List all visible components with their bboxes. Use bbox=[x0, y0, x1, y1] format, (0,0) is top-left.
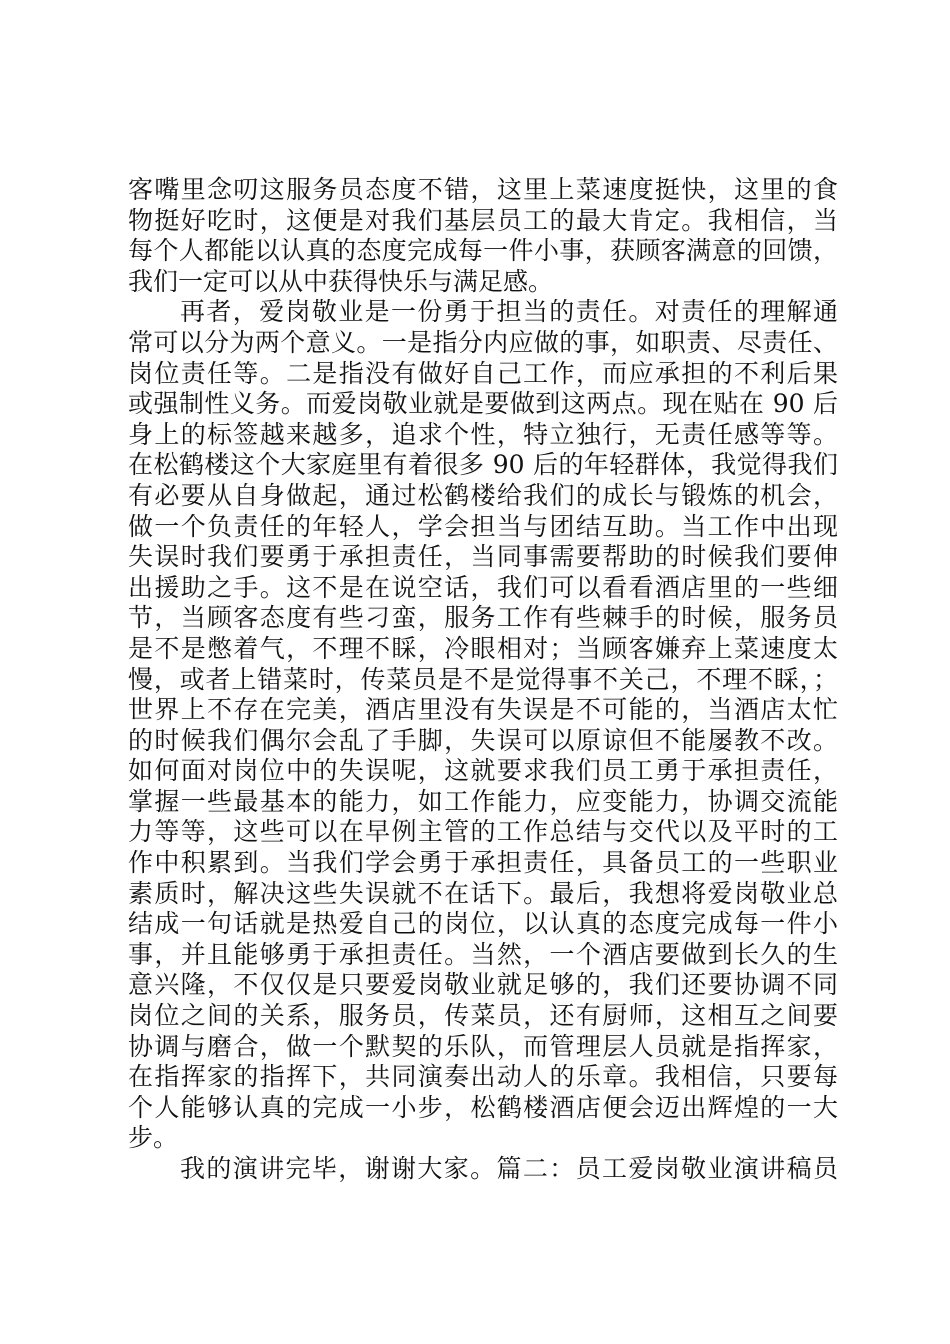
text-line: 常可以分为两个意义。一是指分内应做的事，如职责、尽责任、 bbox=[128, 327, 838, 357]
text-line: 步。 bbox=[128, 1123, 179, 1153]
text-line: 每个人都能以认真的态度完成每一件小事，获顾客满意的回馈， bbox=[128, 236, 838, 266]
text-line: 是不是憋着气，不理不睬，冷眼相对；当顾客嫌弃上菜速度太 bbox=[128, 633, 838, 663]
text-line: 失误时我们要勇于承担责任，当同事需要帮助的时候我们要伸 bbox=[128, 542, 838, 572]
body-text bbox=[128, 175, 838, 1185]
text-line: 我的演讲完毕，谢谢大家。篇二：员工爱岗敬业演讲稿员 bbox=[180, 1154, 838, 1183]
text-line: 节，当顾客态度有些刁蛮，服务工作有些棘手的时候，服务员 bbox=[128, 603, 838, 633]
text-line: 意兴隆，不仅仅是只要爱岗敬业就足够的，我们还要协调不同 bbox=[128, 970, 838, 1000]
text-line: 掌握一些最基本的能力，如工作能力，应变能力，协调交流能 bbox=[128, 786, 838, 816]
text-line: 如何面对岗位中的失误呢，这就要求我们员工勇于承担责任， bbox=[128, 756, 838, 786]
text-line: 客嘴里念叨这服务员态度不错，这里上菜速度挺快，这里的食 bbox=[128, 175, 838, 204]
text-line: 力等等，这些可以在早例主管的工作总结与交代以及平时的工 bbox=[128, 817, 838, 847]
text-line: 的时候我们偶尔会乱了手脚，失误可以原谅但不能屡教不改。 bbox=[128, 725, 838, 755]
text-line: 出援助之手。这不是在说空话，我们可以看看酒店里的一些细 bbox=[128, 572, 838, 602]
text-line: 做一个负责任的年轻人，学会担当与团结互助。当工作中出现 bbox=[128, 511, 838, 541]
text-line: 身上的标签越来越多，追求个性，特立独行，无责任感等等。 bbox=[128, 419, 838, 449]
text-line: 在指挥家的指挥下，共同演奏出动人的乐章。我相信，只要每 bbox=[128, 1062, 838, 1092]
text-line: 结成一句话就是热爱自己的岗位，以认真的态度完成每一件小 bbox=[128, 909, 838, 939]
text-line: 在松鹤楼这个大家庭里有着很多 90 后的年轻群体，我觉得我们 bbox=[128, 450, 838, 480]
text-line: 慢，或者上错菜时，传菜员是不是觉得事不关己，不理不睬，； bbox=[128, 664, 838, 694]
text-line: 再者，爱岗敬业是一份勇于担当的责任。对责任的理解通 bbox=[180, 297, 838, 327]
text-line: 岗位责任等。二是指没有做好自己工作，而应承担的不利后果 bbox=[128, 358, 838, 388]
text-line: 岗位之间的关系，服务员，传菜员，还有厨师，这相互之间要 bbox=[128, 1001, 838, 1031]
text-line: 世界上不存在完美，酒店里没有失误是不可能的，当酒店太忙 bbox=[128, 695, 838, 725]
text-line: 协调与磨合，做一个默契的乐队，而管理层人员就是指挥家， bbox=[128, 1031, 838, 1061]
text-line: 作中积累到。当我们学会勇于承担责任，具备员工的一些职业 bbox=[128, 848, 838, 878]
text-line: 素质时，解决这些失误就不在话下。最后，我想将爱岗敬业总 bbox=[128, 878, 838, 908]
text-line: 物挺好吃时，这便是对我们基层员工的最大肯定。我相信，当 bbox=[128, 205, 838, 235]
text-line: 有必要从自身做起，通过松鹤楼给我们的成长与锻炼的机会， bbox=[128, 480, 838, 510]
text-line: 我们一定可以从中获得快乐与满足感。 bbox=[128, 266, 554, 296]
text-line: 个人能够认真的完成一小步，松鹤楼酒店便会迈出辉煌的一大 bbox=[128, 1092, 838, 1122]
text-line: 事，并且能够勇于承担责任。当然，一个酒店要做到长久的生 bbox=[128, 939, 838, 969]
text-line: 或强制性义务。而爱岗敬业就是要做到这两点。现在贴在 90 后 bbox=[128, 389, 838, 419]
